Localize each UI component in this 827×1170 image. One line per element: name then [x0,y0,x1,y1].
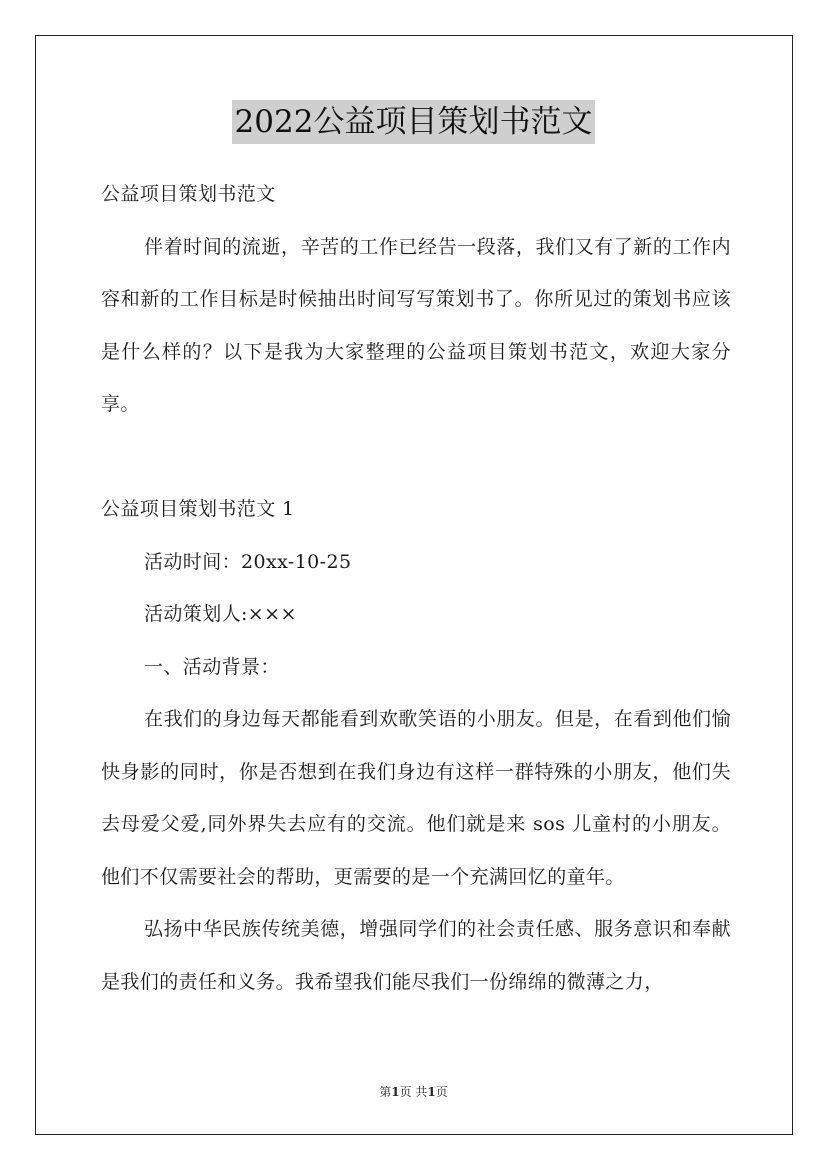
document-title: 2022公益项目策划书范文 [232,100,596,144]
paragraph-gap [101,431,731,484]
activity-planner: 活动策划人:××× [144,603,297,625]
page-current: 1 [391,1085,400,1099]
page-mid: 页 共 [399,1085,428,1099]
page-prefix: 第 [379,1085,392,1099]
document-title-container [0,100,827,144]
activity-time: 活动时间：20xx-10-25 [144,550,352,573]
background-heading: 一、活动背景： [144,655,280,678]
document-subtitle: 公益项目策划书范文 [101,183,276,205]
page-footer [0,1083,827,1100]
background-paragraph-1: 在我们的身边每天都能看到欢歌笑语的小朋友。但是，在看到他们愉快身影的同时，你是否想到在我们身边有这样一群特殊的小朋友，他们失去母爱父爱,同外界失去应有的交流。他们就是来 sos 儿童村的小朋友。他们不仅需要社会的帮助，更需要的是一个充满回忆的童年。 [101,708,731,888]
section-heading: 公益项目策划书范文 1 [101,498,295,520]
background-paragraph-2: 弘扬中华民族传统美德，增强同学们的社会责任感、服务意识和奉献是我们的责任和义务。我希望我们能尽我们一份绵绵的微薄之力， [101,918,731,993]
page-total: 1 [427,1085,436,1099]
document-body [101,168,731,1008]
intro-paragraph: 伴着时间的流逝，辛苦的工作已经告一段落，我们又有了新的工作内容和新的工作目标是时候抽出时间写写策划书了。你所见过的策划书应该是什么样的？以下是我为大家整理的公益项目策划书范文，欢迎大家分享。 [101,235,731,415]
page-suffix: 页 [435,1085,448,1099]
